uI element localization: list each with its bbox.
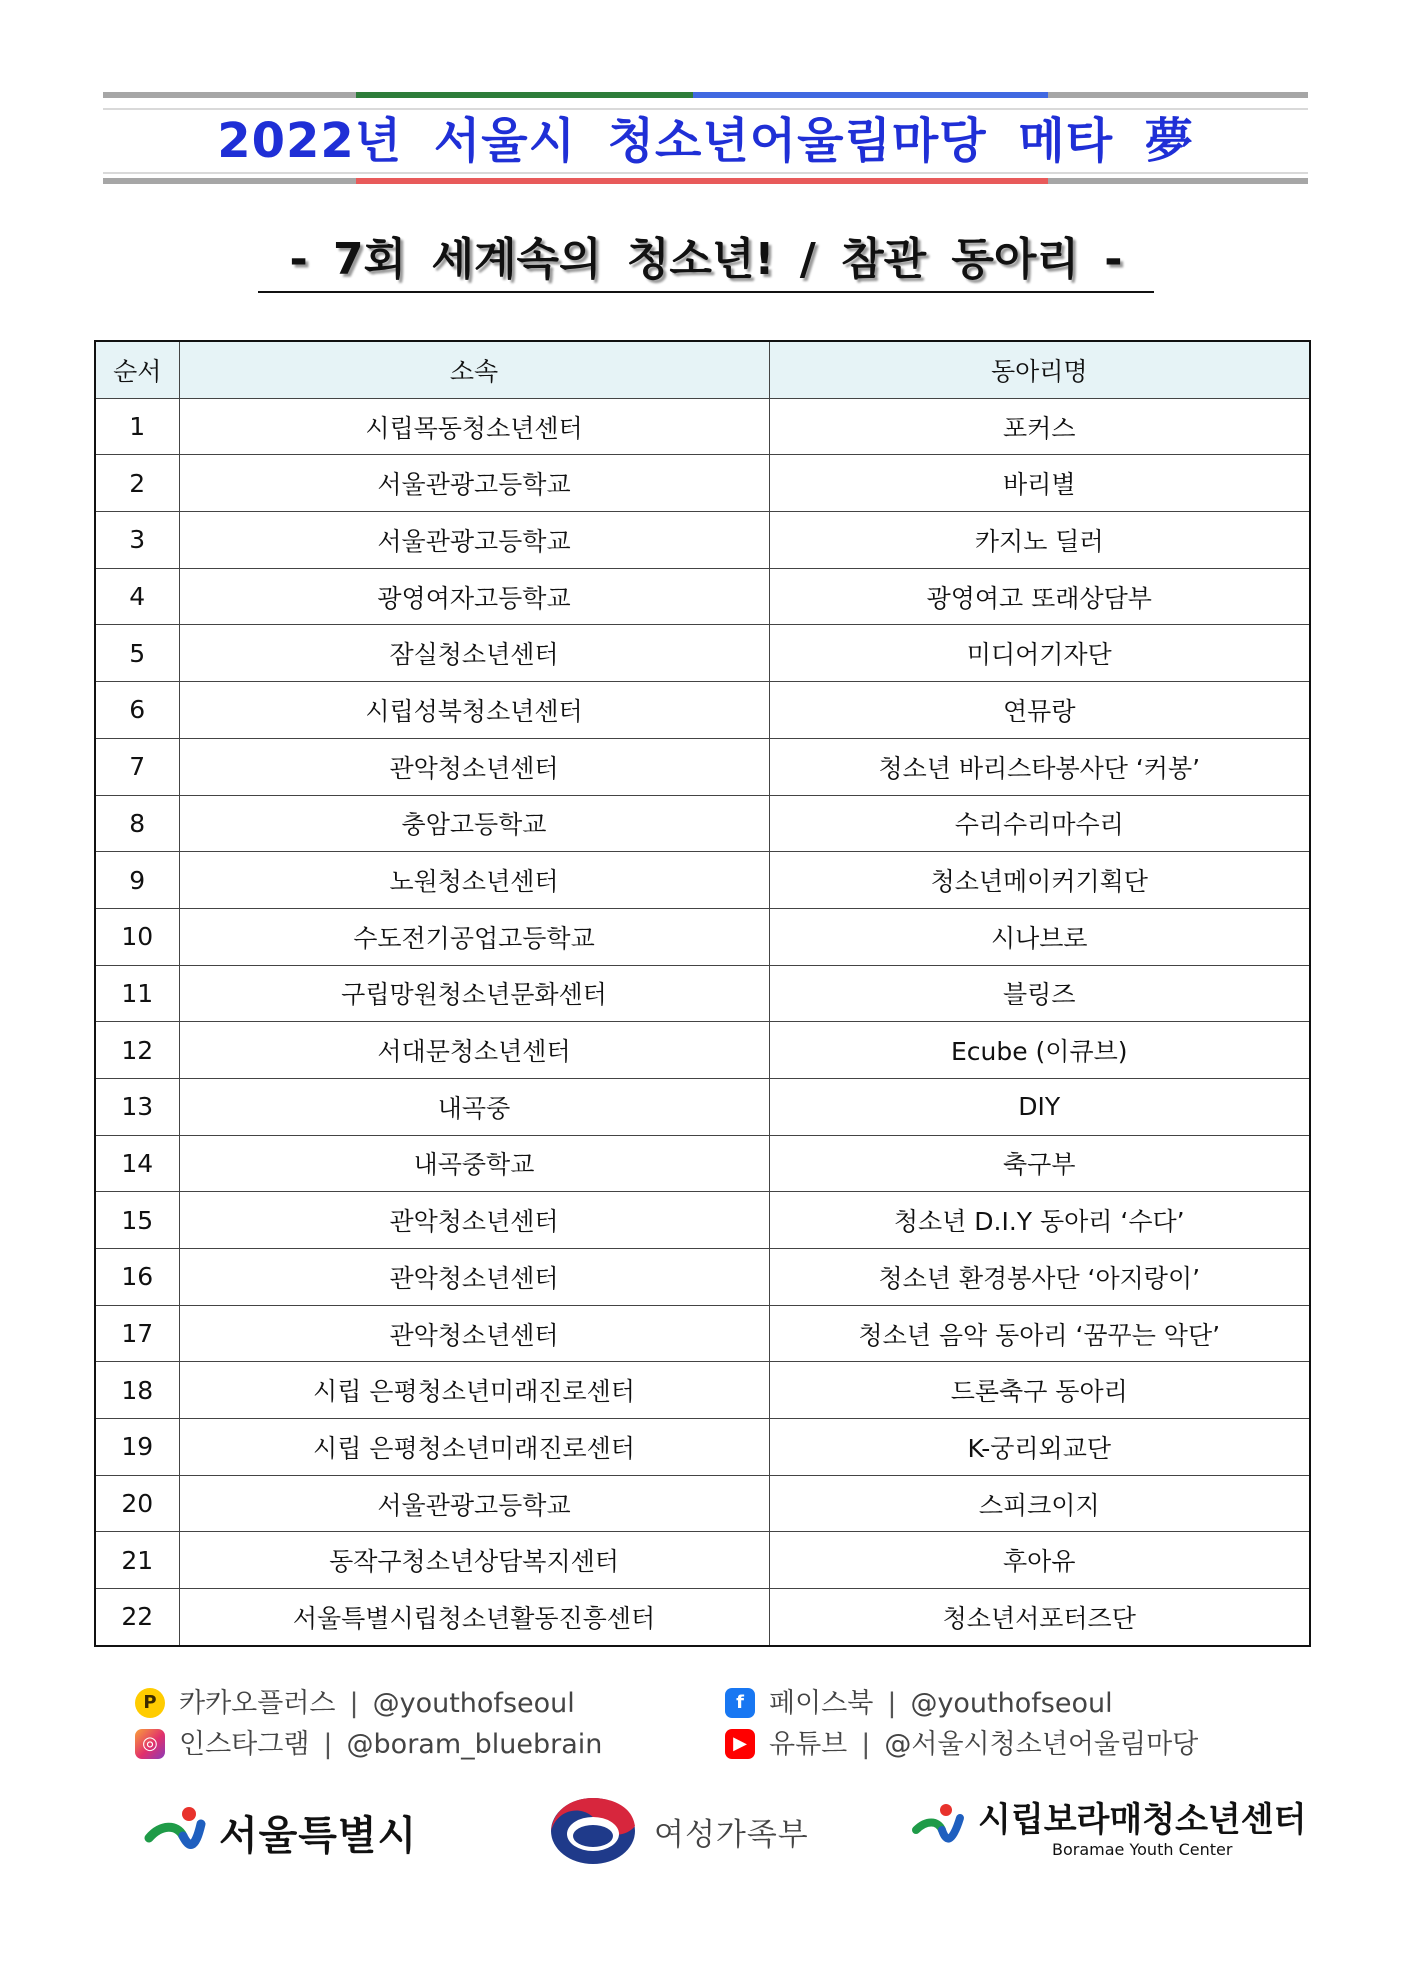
- cell-order: 15: [95, 1192, 179, 1249]
- table-row: [95, 512, 1310, 569]
- table-row: [95, 1589, 1310, 1646]
- seoul-logo: [143, 1802, 417, 1862]
- cell-order: 11: [95, 965, 179, 1022]
- mogef-logo: [548, 1796, 809, 1866]
- cell-affiliation: 내곡중: [179, 1078, 769, 1135]
- facebook-icon: f: [725, 1688, 755, 1718]
- table-row: [95, 568, 1310, 625]
- table-row: [95, 965, 1310, 1022]
- cell-club-name: 바리별: [769, 455, 1310, 512]
- kakao-plus-icon: P: [135, 1688, 165, 1718]
- table-row: [95, 1419, 1310, 1476]
- youtube-icon: ▶: [725, 1729, 755, 1759]
- seoul-emblem-icon: [143, 1802, 213, 1862]
- table-row: [95, 1078, 1310, 1135]
- separator: |: [349, 1688, 359, 1719]
- social-facebook: [725, 1686, 1113, 1722]
- cell-order: 7: [95, 738, 179, 795]
- separator: |: [887, 1688, 897, 1719]
- boramae-logo-text: 시립보라매청소년센터: [978, 1800, 1307, 1840]
- cell-affiliation: 광영여자고등학교: [179, 568, 769, 625]
- cell-club-name: 청소년 음악 동아리 ‘꿈꾸는 악단’: [769, 1305, 1310, 1362]
- cell-affiliation: 시립목동청소년센터: [179, 398, 769, 455]
- header-bottom-band: [103, 178, 1308, 184]
- cell-club-name: 청소년메이커기획단: [769, 852, 1310, 909]
- cell-club-name: 청소년서포터즈단: [769, 1589, 1310, 1646]
- club-table: [94, 340, 1311, 1647]
- separator: |: [323, 1729, 333, 1760]
- cell-order: 16: [95, 1249, 179, 1306]
- subtitle-underline: [258, 291, 1154, 293]
- cell-affiliation: 노원청소년센터: [179, 852, 769, 909]
- cell-order: 2: [95, 455, 179, 512]
- cell-affiliation: 충암고등학교: [179, 795, 769, 852]
- table-row: [95, 398, 1310, 455]
- cell-order: 20: [95, 1475, 179, 1532]
- cell-club-name: 청소년 바리스타봉사단 ‘커봉’: [769, 738, 1310, 795]
- cell-order: 22: [95, 1589, 179, 1646]
- social-kakao-label: 카카오플러스: [179, 1688, 336, 1719]
- cell-affiliation: 시립 은평청소년미래진로센터: [179, 1419, 769, 1476]
- cell-affiliation: 서울관광고등학교: [179, 1475, 769, 1532]
- cell-order: 12: [95, 1022, 179, 1079]
- social-youtube-handle: @서울시청소년어울림마당: [884, 1729, 1199, 1760]
- header-thin-line-bottom: [103, 172, 1308, 174]
- cell-affiliation: 서울관광고등학교: [179, 455, 769, 512]
- cell-club-name: 청소년 환경봉사단 ‘아지랑이’: [769, 1249, 1310, 1306]
- cell-club-name: 시나브로: [769, 908, 1310, 965]
- cell-club-name: 카지노 딜러: [769, 512, 1310, 569]
- cell-affiliation: 관악청소년센터: [179, 1249, 769, 1306]
- cell-club-name: 드론축구 동아리: [769, 1362, 1310, 1419]
- social-youtube: [725, 1727, 1198, 1763]
- instagram-icon: ◎: [135, 1729, 165, 1759]
- table-row: [95, 1192, 1310, 1249]
- cell-club-name: Ecube (이큐브): [769, 1022, 1310, 1079]
- cell-affiliation: 시립성북청소년센터: [179, 682, 769, 739]
- mogef-logo-text: 여성가족부: [654, 1816, 809, 1853]
- cell-club-name: 축구부: [769, 1135, 1310, 1192]
- social-instagram-label: 인스타그램: [179, 1729, 310, 1760]
- cell-club-name: 스피크이지: [769, 1475, 1310, 1532]
- cell-order: 10: [95, 908, 179, 965]
- table-row: [95, 738, 1310, 795]
- boramae-logo-english: Boramae Youth Center: [1052, 1840, 1233, 1859]
- table-row: [95, 1135, 1310, 1192]
- cell-order: 18: [95, 1362, 179, 1419]
- cell-affiliation: 동작구청소년상담복지센터: [179, 1532, 769, 1589]
- page-title: 2022년 서울시 청소년어울림마당 메타 夢: [217, 113, 1194, 169]
- social-youtube-label: 유튜브: [769, 1729, 848, 1760]
- cell-club-name: DIY: [769, 1078, 1310, 1135]
- social-instagram: [135, 1727, 602, 1763]
- table-row: [95, 1249, 1310, 1306]
- cell-order: 4: [95, 568, 179, 625]
- cell-club-name: 광영여고 또래상담부: [769, 568, 1310, 625]
- social-instagram-handle: @boram_bluebrain: [346, 1729, 603, 1760]
- government-emblem-icon: [548, 1796, 638, 1866]
- table-row: [95, 1305, 1310, 1362]
- column-header-affiliation: 소속: [179, 341, 769, 398]
- cell-club-name: 미디어기자단: [769, 625, 1310, 682]
- cell-club-name: 청소년 D.I.Y 동아리 ‘수다’: [769, 1192, 1310, 1249]
- cell-affiliation: 관악청소년센터: [179, 1305, 769, 1362]
- cell-club-name: 연뮤랑: [769, 682, 1310, 739]
- table-row: [95, 1532, 1310, 1589]
- subtitle: - 7회 세계속의 청소년! / 참관 동아리 -: [289, 234, 1123, 285]
- cell-affiliation: 수도전기공업고등학교: [179, 908, 769, 965]
- cell-affiliation: 시립 은평청소년미래진로센터: [179, 1362, 769, 1419]
- social-kakao-handle: @youthofseoul: [372, 1688, 575, 1719]
- cell-order: 6: [95, 682, 179, 739]
- cell-order: 17: [95, 1305, 179, 1362]
- table-body: [95, 398, 1310, 1646]
- cell-club-name: 포커스: [769, 398, 1310, 455]
- cell-order: 13: [95, 1078, 179, 1135]
- social-facebook-handle: @youthofseoul: [910, 1688, 1113, 1719]
- cell-affiliation: 관악청소년센터: [179, 738, 769, 795]
- column-header-club-name: 동아리명: [769, 341, 1310, 398]
- cell-affiliation: 내곡중학교: [179, 1135, 769, 1192]
- table-row: [95, 795, 1310, 852]
- separator: |: [861, 1729, 871, 1760]
- table-row: [95, 455, 1310, 512]
- table-row: [95, 908, 1310, 965]
- cell-affiliation: 관악청소년센터: [179, 1192, 769, 1249]
- social-facebook-label: 페이스북: [769, 1688, 874, 1719]
- cell-order: 8: [95, 795, 179, 852]
- boramae-logo: [912, 1800, 1306, 1860]
- social-kakao: [135, 1686, 575, 1722]
- seoul-logo-text: 서울특별시: [219, 1812, 418, 1859]
- cell-order: 9: [95, 852, 179, 909]
- cell-order: 3: [95, 512, 179, 569]
- cell-order: 14: [95, 1135, 179, 1192]
- cell-order: 19: [95, 1419, 179, 1476]
- cell-affiliation: 구립망원청소년문화센터: [179, 965, 769, 1022]
- cell-order: 1: [95, 398, 179, 455]
- table-row: [95, 625, 1310, 682]
- cell-club-name: 후아유: [769, 1532, 1310, 1589]
- cell-club-name: 블링즈: [769, 965, 1310, 1022]
- header-top-band: [103, 92, 1308, 98]
- boramae-emblem-icon: [912, 1800, 970, 1860]
- cell-club-name: 수리수리마수리: [769, 795, 1310, 852]
- table-row: [95, 1362, 1310, 1419]
- cell-affiliation: 서대문청소년센터: [179, 1022, 769, 1079]
- table-row: [95, 1475, 1310, 1532]
- table-row: [95, 852, 1310, 909]
- table-row: [95, 682, 1310, 739]
- cell-club-name: K-궁리외교단: [769, 1419, 1310, 1476]
- table-row: [95, 1022, 1310, 1079]
- cell-affiliation: 잠실청소년센터: [179, 625, 769, 682]
- column-header-order: 순서: [95, 341, 179, 398]
- cell-order: 21: [95, 1532, 179, 1589]
- cell-affiliation: 서울특별시립청소년활동진흥센터: [179, 1589, 769, 1646]
- cell-order: 5: [95, 625, 179, 682]
- cell-affiliation: 서울관광고등학교: [179, 512, 769, 569]
- table-header-row: [95, 341, 1310, 398]
